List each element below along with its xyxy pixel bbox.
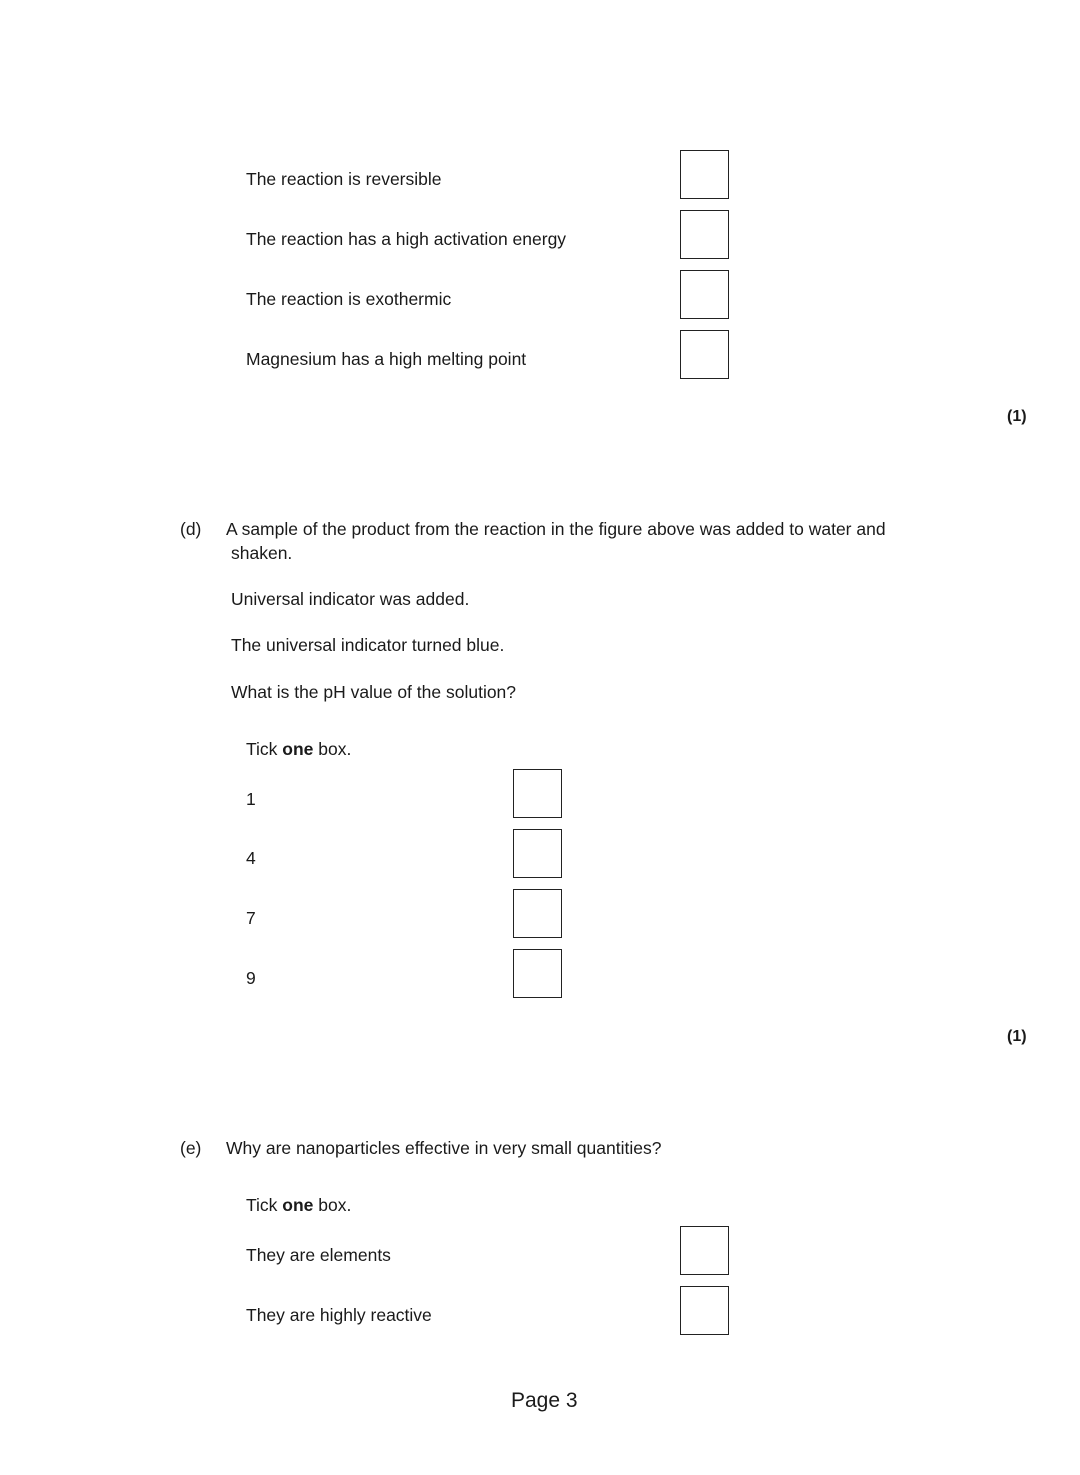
- question-d-ph-question: What is the pH value of the solution?: [231, 682, 517, 702]
- instruction-d-bold: one: [282, 739, 314, 759]
- option-label-elements: They are elements: [246, 1245, 391, 1265]
- tick-box-melting-point[interactable]: [680, 330, 729, 379]
- question-label-e: (e): [180, 1138, 202, 1158]
- option-label-exothermic: The reaction is exothermic: [246, 289, 452, 309]
- option-label-ph-9: 9: [246, 968, 256, 988]
- question-e-text: Why are nanoparticles effective in very small quantities?: [226, 1138, 662, 1158]
- option-label-reversible: The reaction is reversible: [246, 169, 442, 189]
- question-d-indicator-added: Universal indicator was added.: [231, 589, 470, 609]
- marks-c: (1): [1007, 408, 1027, 425]
- tick-box-activation-energy[interactable]: [680, 210, 729, 259]
- tick-box-ph-4[interactable]: [513, 829, 562, 878]
- option-label-activation-energy: The reaction has a high activation energy: [246, 229, 567, 249]
- tick-box-ph-1[interactable]: [513, 769, 562, 818]
- question-d-text-line1: A sample of the product from the reaction in the figure above was added to water and: [226, 519, 886, 539]
- tick-box-reversible[interactable]: [680, 150, 729, 199]
- option-label-ph-4: 4: [246, 848, 256, 868]
- page-number: Page 3: [511, 1389, 578, 1412]
- question-d-text-line2: shaken.: [231, 543, 293, 563]
- option-label-ph-1: 1: [246, 789, 256, 809]
- marks-d: (1): [1007, 1028, 1027, 1045]
- question-label-d: (d): [180, 519, 202, 539]
- instruction-e-suffix: box.: [313, 1195, 352, 1215]
- instruction-d-prefix: Tick: [246, 739, 283, 759]
- instruction-d: [246, 737, 351, 761]
- tick-box-highly-reactive[interactable]: [680, 1286, 729, 1335]
- tick-box-elements[interactable]: [680, 1226, 729, 1275]
- option-label-highly-reactive: They are highly reactive: [246, 1305, 432, 1325]
- instruction-e: [246, 1193, 351, 1217]
- option-label-melting-point: Magnesium has a high melting point: [246, 349, 527, 369]
- tick-box-ph-9[interactable]: [513, 949, 562, 998]
- instruction-d-suffix: box.: [313, 739, 352, 759]
- tick-box-ph-7[interactable]: [513, 889, 562, 938]
- instruction-e-bold: one: [282, 1195, 314, 1215]
- question-d-indicator-blue: The universal indicator turned blue.: [231, 635, 505, 655]
- option-label-ph-7: 7: [246, 908, 256, 928]
- tick-box-exothermic[interactable]: [680, 270, 729, 319]
- instruction-e-prefix: Tick: [246, 1195, 283, 1215]
